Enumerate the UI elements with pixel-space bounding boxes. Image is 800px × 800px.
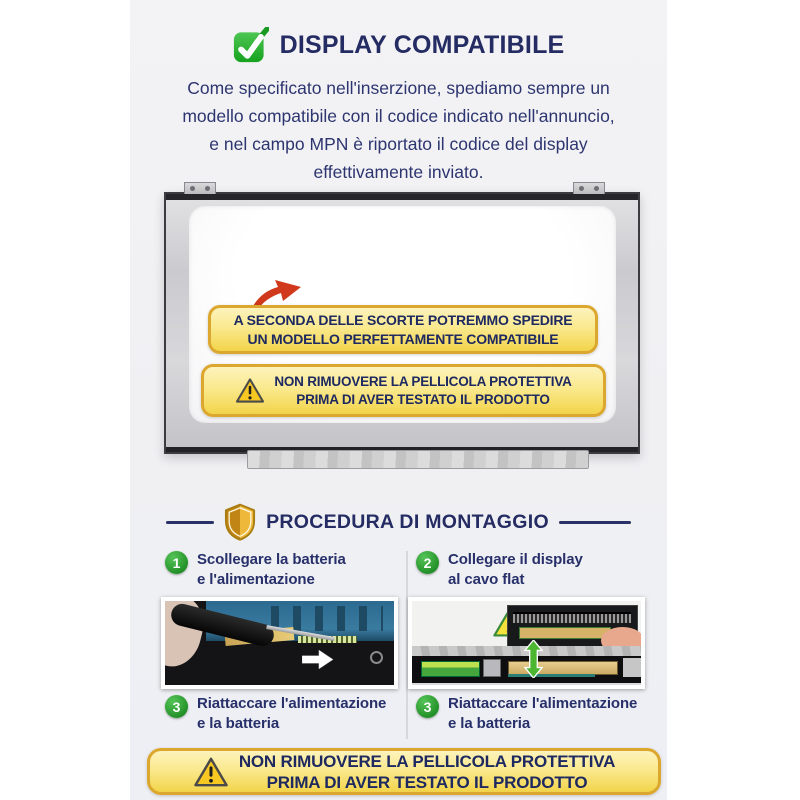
- flat-cable: [519, 627, 611, 639]
- panel-foil-tab: [247, 450, 589, 469]
- step-3-left: [165, 694, 386, 734]
- step-2: [416, 550, 583, 590]
- step-number-badge: 1: [165, 551, 188, 574]
- warning-triangle-icon: [193, 756, 229, 788]
- lead-line: effettivamente inviato.: [313, 162, 484, 182]
- banner-text: [239, 751, 615, 793]
- page-title: DISPLAY COMPATIBILE: [279, 30, 565, 59]
- connector-pins: [513, 612, 631, 623]
- banner-line: A SECONDA DELLE SCORTE POTREMMO SPEDIRE: [233, 311, 573, 328]
- warning-triangle-icon: [235, 377, 265, 404]
- divider-line: [166, 521, 214, 524]
- lcd-panel-photo: [164, 192, 640, 454]
- step-1-photo: [161, 597, 398, 689]
- step-line: e la batteria: [448, 715, 531, 732]
- lead-line: modello compatibile con il codice indicato nell'annuncio,: [182, 106, 615, 126]
- step-line: Riattaccare l'alimentazione: [197, 695, 387, 712]
- step-line: e la batteria: [197, 715, 280, 732]
- stock-warning-banner: [208, 305, 598, 354]
- procedure-title: PROCEDURA DI MONTAGGIO: [266, 510, 549, 533]
- step-text: [448, 550, 583, 590]
- green-connector: [421, 661, 480, 677]
- screw-hole: [370, 651, 383, 664]
- panel-top-edge: [166, 194, 638, 200]
- footer-film-banner: [147, 748, 661, 795]
- lead-paragraph: [130, 74, 667, 186]
- step-text: [197, 694, 386, 734]
- foil-patch: [623, 658, 641, 677]
- connector-scene: [412, 601, 641, 685]
- motherboard-scene: [165, 601, 394, 685]
- step-2-photo: [408, 597, 645, 689]
- step-number-badge: 3: [165, 695, 188, 718]
- step-line: al cavo flat: [448, 571, 525, 588]
- divider-line: [559, 521, 631, 524]
- step-1: [165, 550, 346, 590]
- banner-line: UN MODELLO PERFETTAMENTE COMPATIBILE: [247, 330, 559, 347]
- green-check-icon: [233, 27, 269, 63]
- step-line: Collegare il display: [448, 551, 583, 568]
- banner-line: PRIMA DI AVER TESTATO IL PRODOTTO: [266, 772, 588, 792]
- panel-edge-line: [412, 683, 641, 685]
- lead-line: e nel campo MPN è riportato il codice del display: [209, 134, 588, 154]
- procedure-header: [130, 503, 667, 541]
- listing-infographic: [130, 0, 667, 800]
- banner-line: NON RIMUOVERE LA PELLICOLA PROTETTIVA: [238, 751, 616, 771]
- lead-line: Come specificato nell'inserzione, spediamo sempre un: [187, 78, 610, 98]
- white-right-arrow-icon: [302, 648, 334, 671]
- step-line: e l'alimentazione: [197, 571, 315, 588]
- step-line: Riattaccare l'alimentazione: [448, 695, 638, 712]
- step-text: [448, 694, 637, 734]
- step-number-badge: 3: [416, 695, 439, 718]
- gold-shield-icon: [224, 503, 256, 541]
- banner-line: NON RIMUOVERE LA PELLICOLA PROTETTIVA: [274, 373, 572, 389]
- pcb-edge: [508, 674, 595, 677]
- metal-tab: [483, 659, 501, 676]
- green-vertical-double-arrow-icon: [524, 640, 543, 678]
- banner-line: PRIMA DI AVER TESTATO IL PRODOTTO: [296, 391, 550, 407]
- step-number-badge: 2: [416, 551, 439, 574]
- header: [130, 27, 667, 63]
- banner-text: [274, 373, 571, 409]
- step-3-right: [416, 694, 637, 734]
- step-line: Scollegare la batteria: [197, 551, 346, 568]
- step-text: [197, 550, 346, 590]
- protective-film-banner: [201, 364, 606, 417]
